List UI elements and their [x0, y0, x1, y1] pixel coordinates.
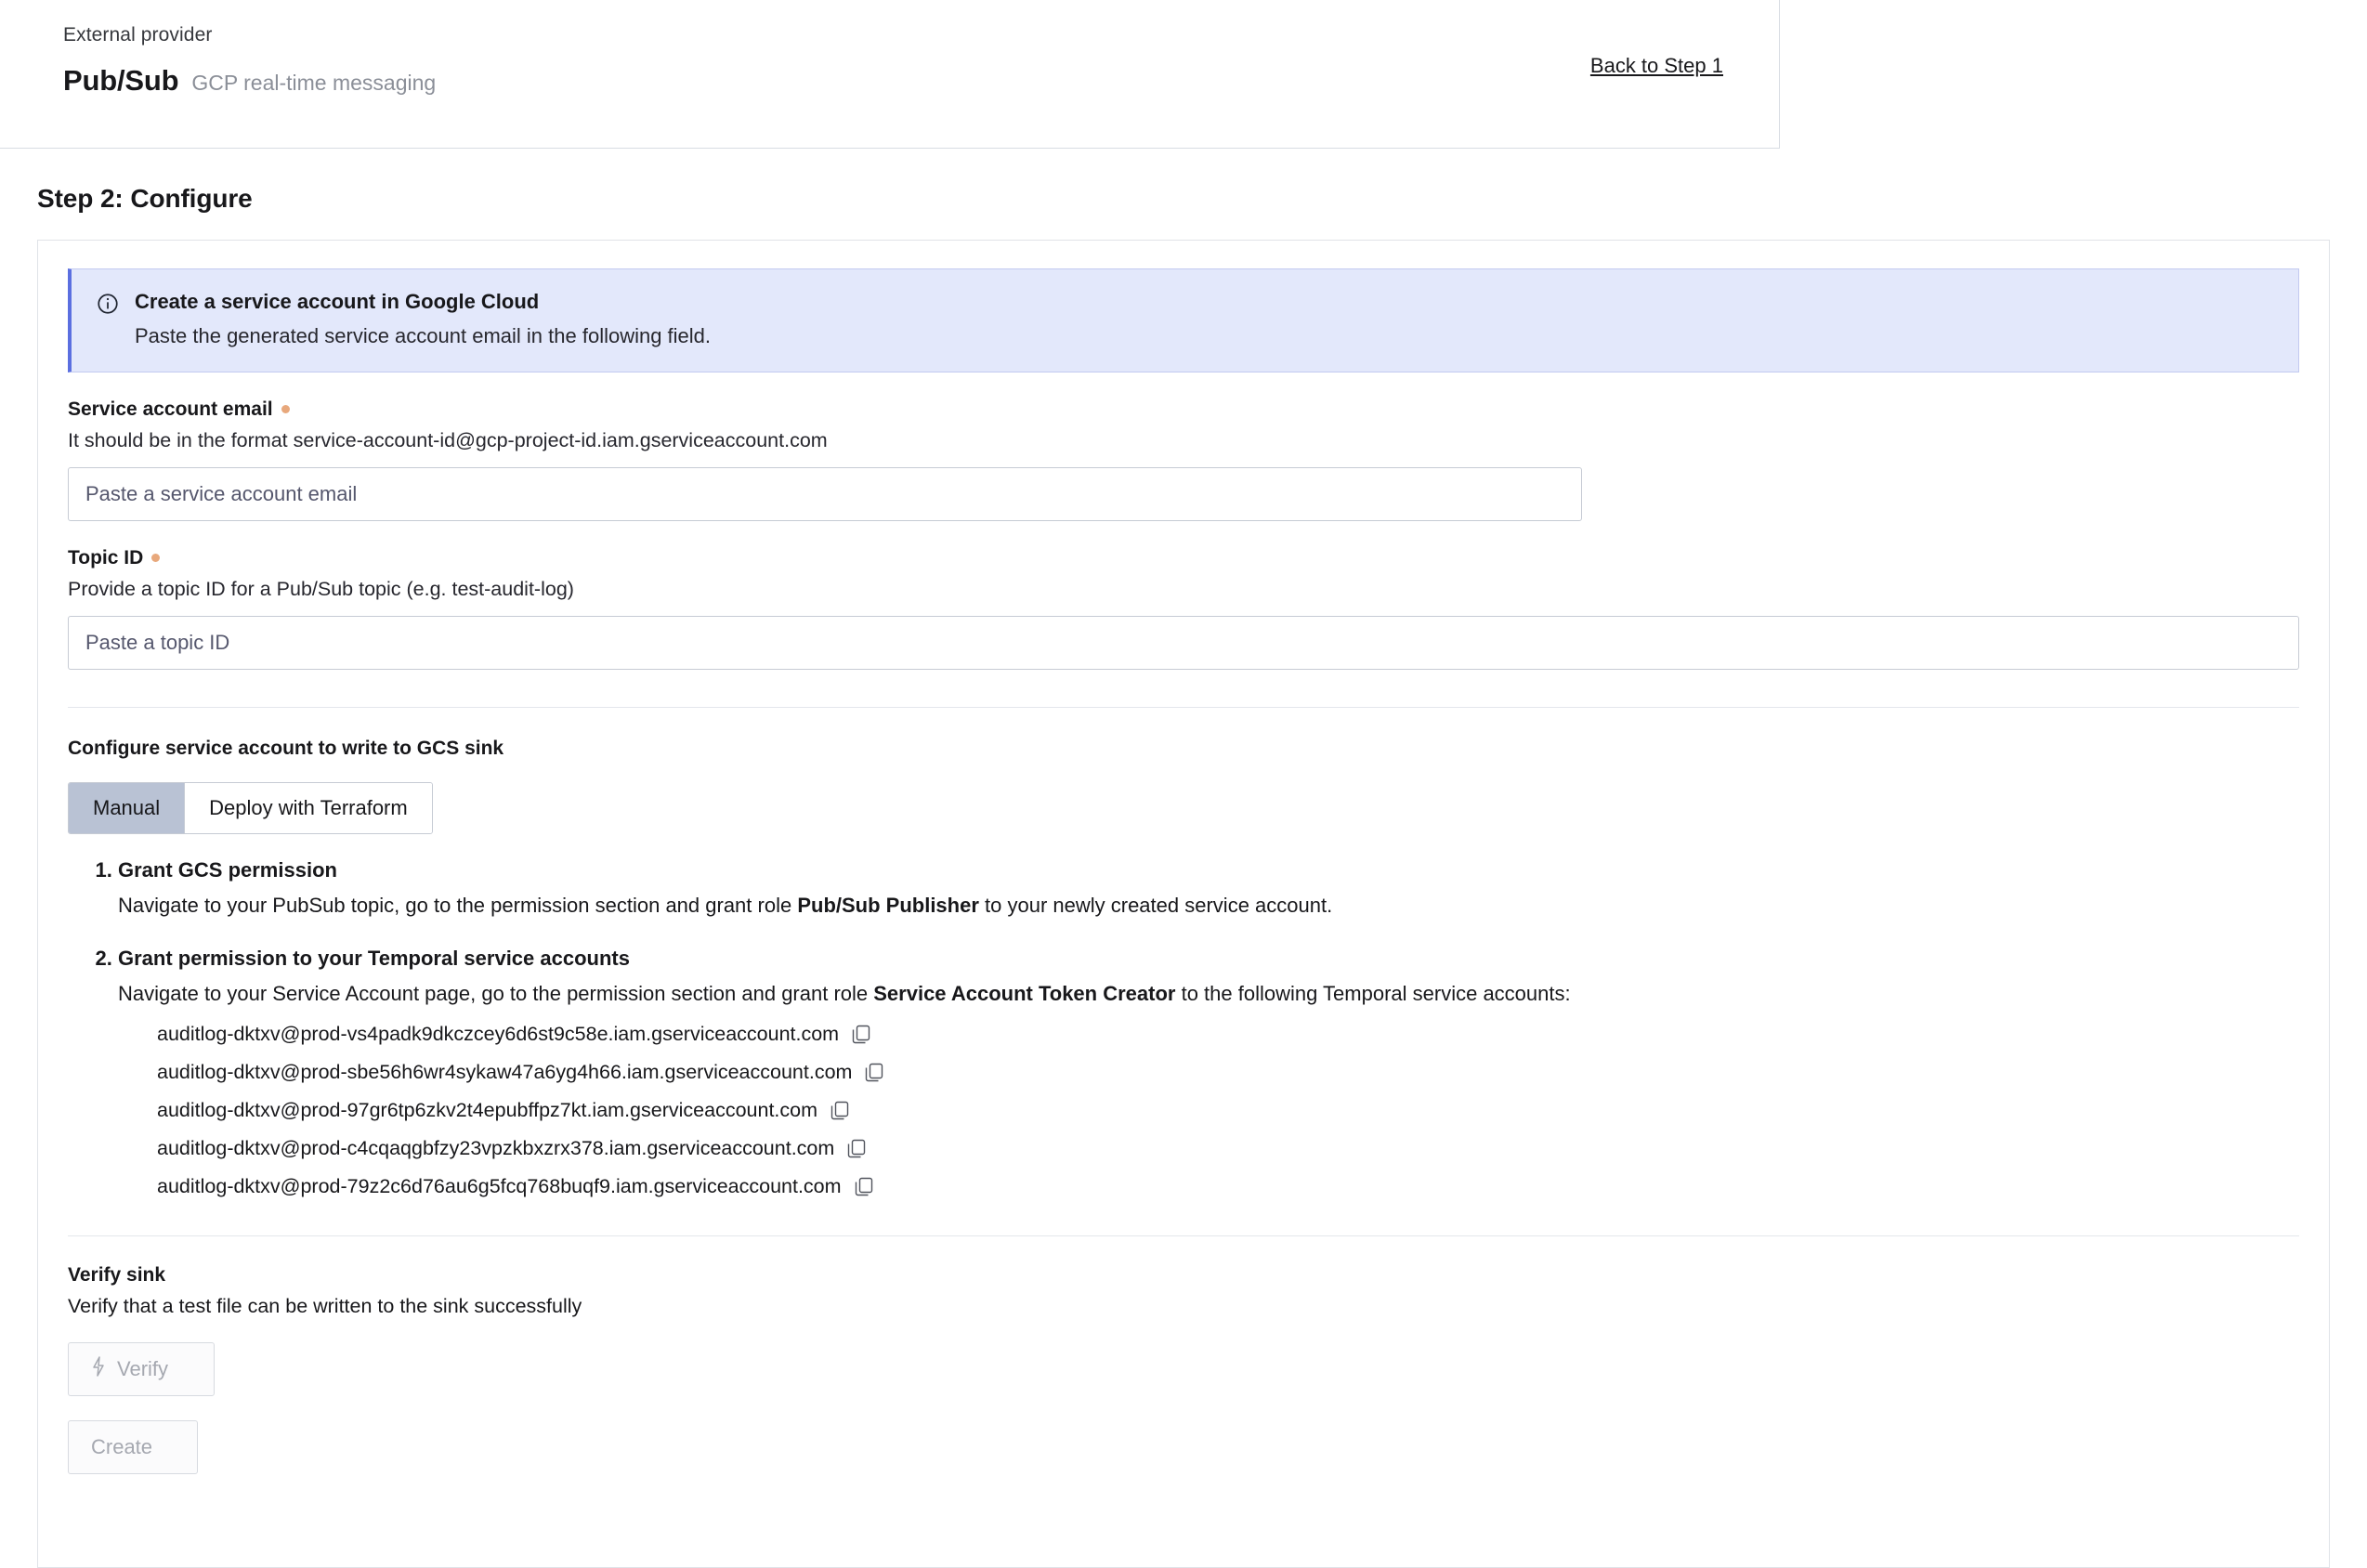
- provider-eyebrow: External provider: [63, 24, 213, 46]
- copy-icon[interactable]: [847, 1139, 866, 1159]
- manual-steps-list: [68, 858, 2299, 1198]
- back-to-step-1-link[interactable]: Back to Step 1: [1589, 54, 1723, 77]
- service-account-email-value: auditlog-dktxv@prod-sbe56h6wr4sykaw47a6yg4h66.iam.gserviceaccount.com: [157, 1061, 853, 1084]
- provider-subtitle: GCP real-time messaging: [191, 71, 437, 95]
- step-1-body-prefix: Navigate to your PubSub topic, go to the permission section and grant role: [118, 893, 798, 917]
- provider-name: Pub/Sub: [63, 64, 179, 97]
- step-2-body-prefix: Navigate to your Service Account page, go to the permission section and grant role: [118, 982, 874, 1006]
- step-grant-temporal-permission: [118, 947, 2299, 1198]
- service-account-email-hint: It should be in the format service-account-id@gcp-project-id.iam.gserviceaccount.com: [68, 428, 828, 451]
- divider: [68, 707, 2299, 708]
- page-title: Step 2: Configure: [37, 184, 253, 213]
- temporal-service-account-list: [118, 1023, 2299, 1198]
- service-account-email-field-block: [68, 399, 2299, 521]
- verify-sink-title: Verify sink: [68, 1264, 166, 1287]
- copy-icon[interactable]: [830, 1101, 849, 1121]
- provider-title-row: [63, 64, 1742, 98]
- step-1-title: Grant GCS permission: [118, 857, 337, 882]
- configure-panel: [37, 240, 2330, 1568]
- step-2-title: Grant permission to your Temporal service accounts: [118, 947, 630, 971]
- service-account-email-value: auditlog-dktxv@prod-vs4padk9dkczcey6d6st9c58e.iam.gserviceaccount.com: [157, 1023, 840, 1046]
- provider-header-card: [0, 0, 1780, 149]
- topic-id-label: Topic ID: [68, 546, 144, 568]
- list-item: [157, 1137, 2299, 1160]
- copy-icon[interactable]: [852, 1025, 870, 1045]
- lightning-icon: [91, 1356, 106, 1382]
- copy-icon[interactable]: [865, 1063, 883, 1083]
- callout-body: Paste the generated service account email in the following field.: [135, 324, 712, 348]
- step-2-role: Service Account Token Creator: [873, 982, 1176, 1006]
- required-indicator-icon: [281, 405, 290, 413]
- service-account-email-label: Service account email: [68, 398, 273, 420]
- list-item: [157, 1175, 2299, 1198]
- info-callout: [68, 268, 2299, 372]
- step-grant-gcs-permission: [118, 858, 2299, 920]
- list-item: [157, 1099, 2299, 1122]
- create-button-label: Create: [91, 1435, 153, 1459]
- service-account-email-value: auditlog-dktxv@prod-97gr6tp6zkv2t4epubffpz7kt.iam.gserviceaccount.com: [157, 1099, 818, 1122]
- divider: [68, 1235, 2299, 1236]
- configure-sink-section-title: Configure service account to write to GCS sink: [68, 737, 504, 759]
- service-account-email-input[interactable]: Paste a service account email: [68, 467, 1582, 521]
- service-account-email-value: auditlog-dktxv@prod-79z2c6d76au6g5fcq768buqf9.iam.gserviceaccount.com: [157, 1175, 842, 1198]
- list-item: [157, 1023, 2299, 1046]
- tab-deploy-with-terraform[interactable]: Deploy with Terraform: [185, 783, 432, 833]
- step-1-body-suffix: to your newly created service account.: [978, 893, 1333, 917]
- list-item: [157, 1061, 2299, 1084]
- step-2-body-suffix: to the following Temporal service accounts:: [1175, 982, 1571, 1006]
- service-account-email-value: auditlog-dktxv@prod-c4cqaqgbfzy23vpzkbxzrx378.iam.gserviceaccount.com: [157, 1137, 835, 1160]
- copy-icon[interactable]: [855, 1177, 873, 1197]
- create-button[interactable]: [68, 1420, 198, 1474]
- verify-sink-subtitle: Verify that a test file can be written to the sink successfully: [68, 1295, 582, 1318]
- verify-button-label: Verify: [117, 1357, 169, 1381]
- step-1-body: [118, 893, 2299, 920]
- step-1-role: Pub/Sub Publisher: [797, 893, 979, 917]
- topic-id-input[interactable]: Paste a topic ID: [68, 616, 2299, 670]
- verify-button[interactable]: [68, 1342, 215, 1396]
- service-account-email-label-row: [68, 399, 2299, 421]
- step-2-body: [118, 981, 2299, 1008]
- topic-id-field-block: [68, 547, 2299, 670]
- topic-id-label-row: [68, 547, 2299, 569]
- info-icon: [96, 292, 120, 316]
- callout-title: Create a service account in Google Cloud: [135, 290, 540, 313]
- topic-id-hint: Provide a topic ID for a Pub/Sub topic (e.g. test-audit-log): [68, 577, 574, 600]
- required-indicator-icon: [151, 554, 160, 562]
- tab-manual[interactable]: Manual: [69, 783, 185, 833]
- deployment-method-tabs: [68, 782, 433, 834]
